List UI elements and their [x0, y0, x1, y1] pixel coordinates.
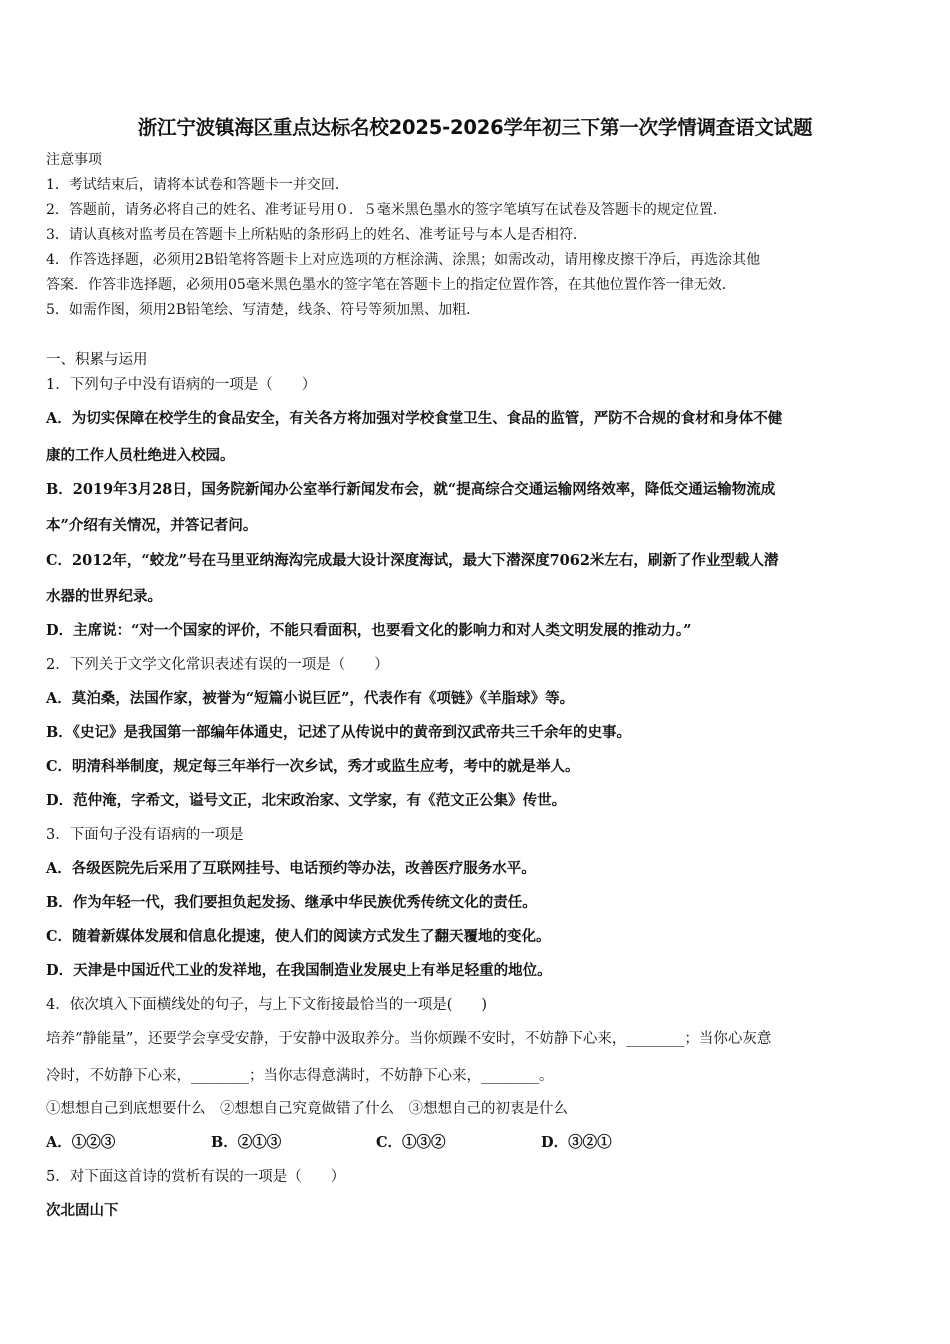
- q4-passage-cont: 冷时，不妨静下心来，________；当你志得意满时，不妨静下心来，________。: [46, 1068, 554, 1084]
- q2-option-b: B．《史记》是我国第一部编年体通史，记述了从传说中的黄帝到汉武帝共三千余年的史事。: [46, 724, 632, 741]
- poem-title: 次北固山下: [46, 1202, 119, 1219]
- q1-option-b: B．2019年3月28日，国务院新闻办公室举行新闻发布会，就“提高综合交通运输网络效率，降低交通运输物流成: [46, 481, 776, 498]
- q2-option-c: C．明清科举制度，规定每三年举行一次乡试，秀才或监生应考，考中的就是举人。: [46, 758, 580, 775]
- q1-option-a-cont: 康的工作人员杜绝进入校园。: [46, 447, 235, 464]
- notice-heading: 注意事项: [46, 152, 102, 168]
- question-stem: 3．下面句子没有语病的一项是: [46, 827, 244, 843]
- q1-option-d: D．主席说：“对一个国家的评价，不能只看面积，也要看文化的影响力和对人类文明发展的推动力。”: [46, 622, 692, 639]
- q1-option-a: A．为切实保障在校学生的食品安全，有关各方将加强对学校食堂卫生、食品的监管，严防不合规的食材和身体不健: [46, 410, 783, 427]
- exam-title: 浙江宁波镇海区重点达标名校2025-2026学年初三下第一次学情调查语文试题: [137, 116, 813, 139]
- question-stem: 5．对下面这首诗的赏析有误的一项是（ ）: [46, 1169, 346, 1185]
- notice-item: 2．答题前，请务必将自己的姓名、准考证号用０．５毫米黑色墨水的签字笔填写在试卷及答题卡的规定位置．: [46, 202, 727, 218]
- question-stem: 4．依次填入下面横线处的句子，与上下文衔接最恰当的一项是( ): [46, 997, 488, 1013]
- q1-option-c: C．2012年，“蛟龙”号在马里亚纳海沟完成最大设计深度海试，最大下潜深度7062米左右，刷新了作业型载人潜: [46, 552, 779, 569]
- q3-option-d: D．天津是中国近代工业的发祥地，在我国制造业发展史上有举足轻重的地位。: [46, 962, 552, 979]
- q2-option-a: A．莫泊桑，法国作家，被誉为“短篇小说巨匠”，代表作有《项链》《羊脂球》等。: [46, 690, 575, 707]
- notice-item: 5．如需作图，须用2B铅笔绘、写清楚，线条、符号等须加黑、加粗．: [46, 302, 481, 318]
- q1-option-c-cont: 水器的世界纪录。: [46, 588, 162, 605]
- q1-option-b-cont: 本”介绍有关情况，并答记者问。: [46, 517, 258, 534]
- section-heading: 一、积累与运用: [46, 352, 148, 368]
- q4-sentence-options: ①想想自己到底想要什么 ②想想自己究竟做错了什么 ③想想自己的初衷是什么: [46, 1101, 568, 1117]
- q2-option-d: D．范仲淹，字希文，谥号文正，北宋政治家、文学家，有《范文正公集》传世。: [46, 792, 567, 809]
- q4-choice-d: D．③②①: [541, 1134, 612, 1151]
- notice-item: 1．考试结束后，请将本试卷和答题卡一并交回．: [46, 177, 349, 193]
- notice-item: 答案．作答非选择题，必须用05毫米黑色墨水的签字笔在答题卡上的指定位置作答，在其他位置作答一律无效．: [46, 277, 736, 293]
- q3-option-a: A．各级医院先后采用了互联网挂号、电话预约等办法，改善医疗服务水平。: [46, 860, 536, 877]
- q4-choice-a: A．①②③: [46, 1134, 116, 1151]
- question-stem: 1．下列句子中没有语病的一项是（ ）: [46, 377, 317, 393]
- notice-item: 4．作答选择题，必须用2B铅笔将答题卡上对应选项的方框涂满、涂黑；如需改动，请用橡皮擦干净后，再选涂其他: [46, 252, 761, 268]
- q3-option-c: C．随着新媒体发展和信息化提速，使人们的阅读方式发生了翻天覆地的变化。: [46, 928, 551, 945]
- q4-passage: 培养“静能量”，还要学会享受安静，于安静中汲取养分。当你烦躁不安时，不妨静下心来，________；当你心灰意: [46, 1031, 772, 1047]
- q3-option-b: B．作为年轻一代，我们要担负起发扬、继承中华民族优秀传统文化的责任。: [46, 894, 537, 911]
- q4-choice-b: B．②①③: [211, 1134, 282, 1151]
- q4-choices: [46, 1133, 612, 1153]
- q4-choice-c: C．①③②: [376, 1134, 446, 1151]
- notice-item: 3．请认真核对监考员在答题卡上所粘贴的条形码上的姓名、准考证号与本人是否相符．: [46, 227, 587, 243]
- question-stem: 2．下列关于文学文化常识表述有误的一项是（ ）: [46, 657, 389, 673]
